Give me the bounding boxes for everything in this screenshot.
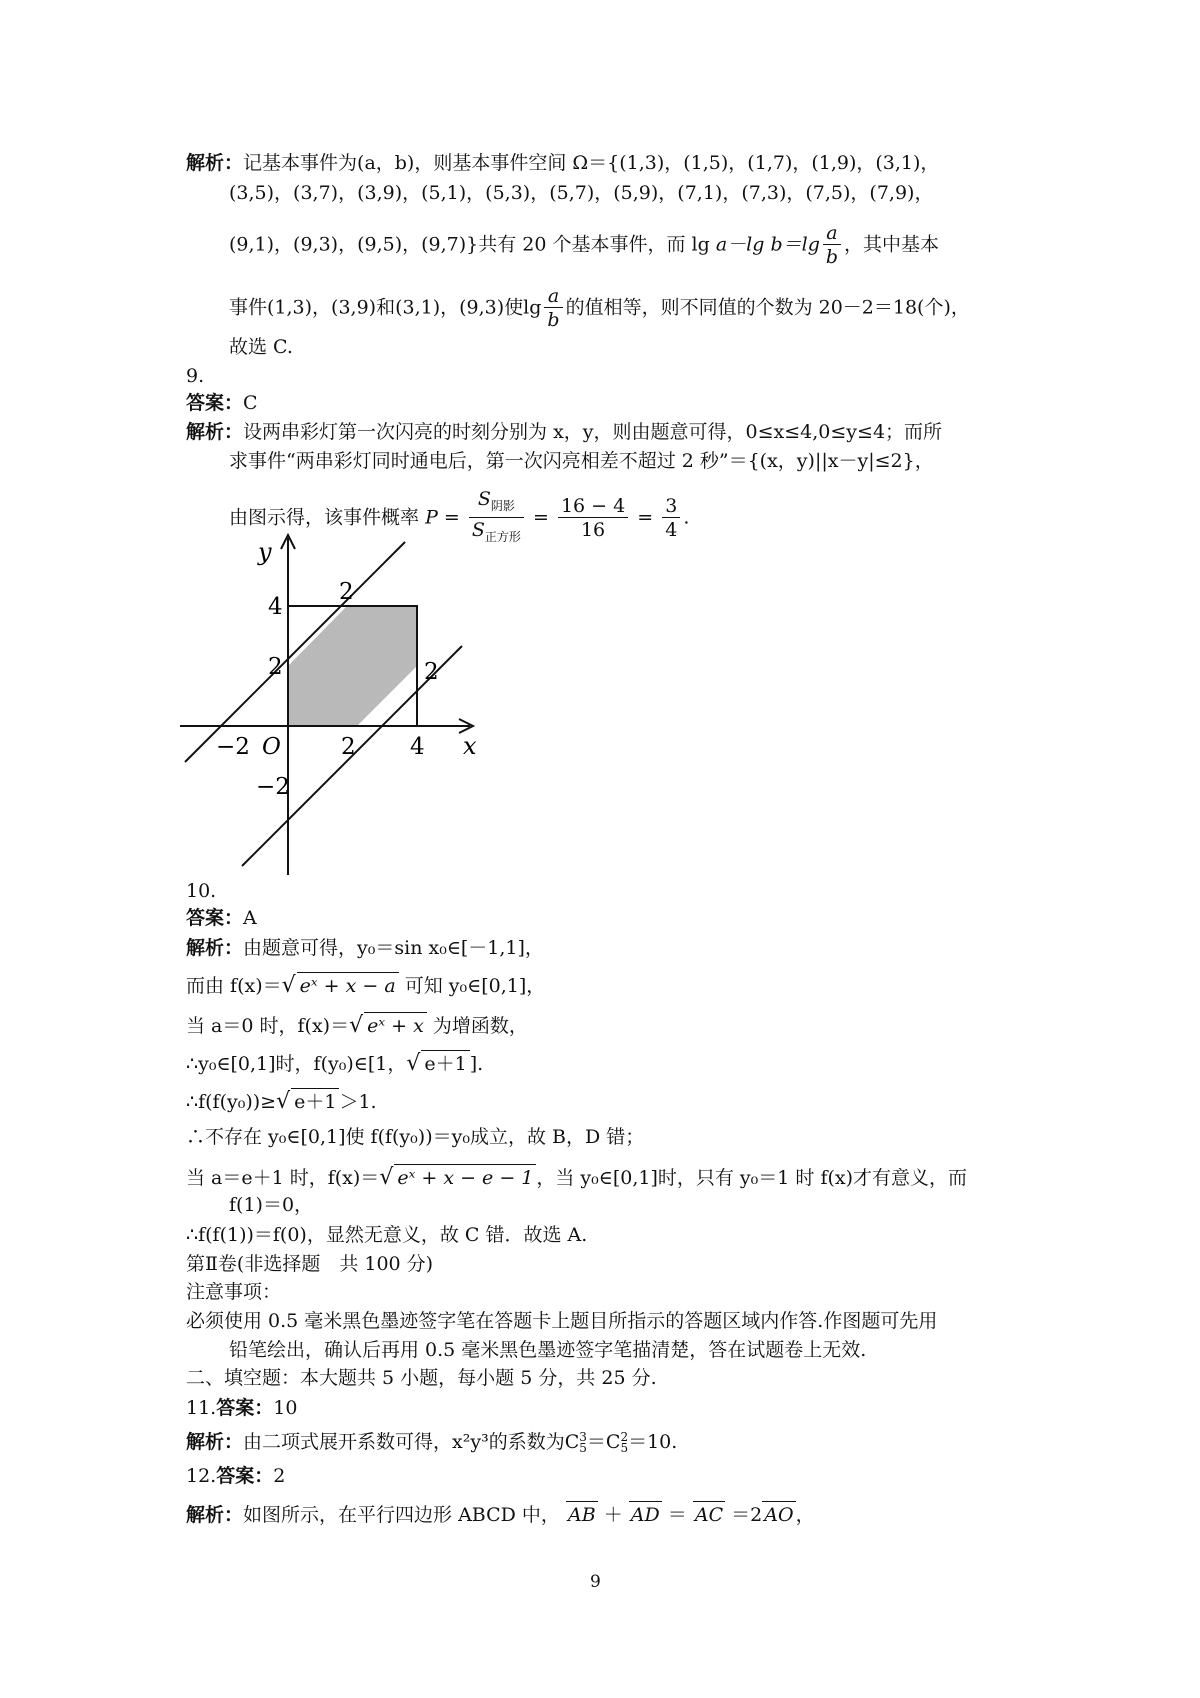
- x-tick-4: 4: [410, 734, 425, 760]
- probability-region-figure: [180, 530, 490, 875]
- fraction-16-4-over-16: $\frac{16 - 4}{16}$: [558, 495, 628, 542]
- q10-answer: 答案：A: [186, 907, 257, 929]
- q9-line-2: 求事件“两串彩灯同时通电后，第一次闪亮相差不超过 2 秒”＝{(x，y)||x－y|≤2}，: [229, 450, 934, 472]
- q10-line-6: ∴不存在 y₀∈[0,1]使 f(f(y₀))＝y₀成立，故 B，D 错；: [186, 1126, 645, 1148]
- q9-number: 9.: [186, 365, 205, 387]
- p8-line-1: 解析：记基本事件为(a，b)，则基本事件空间 Ω＝{(1,3)，(1,5)，(1,7)，(1,9)，(3,1)，: [186, 152, 940, 174]
- x-axis-label: x: [463, 732, 477, 760]
- p8-line-3: (9,1)，(9,3)，(9,5)，(9,7)}共有 20 个基本事件，而 lg a－lg b＝lg $\frac{a}{b}$ ，其中基本: [229, 222, 940, 268]
- probability-fraction: $\frac{S_{阴影}}{S_{正方形}}$: [469, 488, 524, 549]
- q9-line-1: 解析：设两串彩灯第一次闪亮的时刻分别为 x，y，则由题意可得，0≤x≤4,0≤y≤4；而所: [186, 421, 943, 443]
- q12-line-1: 解析：如图所示，在平行四边形 ABCD 中， AB ＋ AD ＝ AC ＝2 AO ，: [186, 1501, 815, 1528]
- q10-line-5: ∴f(f(y₀))≥√ e＋1 ＞1.: [186, 1089, 377, 1114]
- y-tick-4: 4: [268, 594, 283, 620]
- q10-line-3: 当 a＝0 时，f(x)＝√ eˣ + x 为增函数，: [186, 1013, 528, 1038]
- part2-notice-line-2: 铅笔绘出，确认后再用 0.5 毫米黑色墨迹签字笔描清楚，答在试题卷上无效.: [229, 1339, 867, 1361]
- x-tick-minus-2: −2: [216, 734, 250, 760]
- q10-line-1: 解析：由题意可得，y₀＝sin x₀∈[－1,1]，: [186, 937, 544, 959]
- q10-line-9: ∴f(f(1))＝f(0)，显然无意义，故 C 错．故选 A.: [186, 1224, 588, 1246]
- section-heading: 二、填空题：本大题共 5 小题，每小题 5 分，共 25 分.: [186, 1367, 657, 1389]
- p8-line-5: 故选 C.: [229, 336, 293, 358]
- q10-number: 10.: [186, 880, 217, 902]
- page-number: 9: [590, 1572, 601, 1592]
- p8-line-4: 事件(1,3)，(3,9)和(3,1)，(9,3)使lg $\frac{a}{b}$ 的值相等，则不同值的个数为 20－2＝18(个)，: [229, 285, 970, 331]
- vector-ab: AB: [566, 1501, 598, 1528]
- y-axis-label: y: [258, 538, 272, 566]
- vector-ac: AC: [693, 1501, 725, 1528]
- fraction-a-over-b: $\frac{a}{b}$: [823, 222, 841, 269]
- q11-answer: 11.答案：10: [186, 1397, 298, 1419]
- vector-ao: AO: [762, 1501, 795, 1528]
- q9-line-3: 由图示得，该事件概率 P = $\frac{S_{阴影}}{S_{正方形}}$ = $\frac{16 - 4}{16}$ = $\frac{3}{4}$ .: [229, 488, 689, 549]
- q12-answer: 12.答案：2: [186, 1465, 286, 1487]
- jiexi-label: 解析: [186, 152, 225, 174]
- vector-ad: AD: [629, 1501, 662, 1528]
- top-edge-label: 2: [339, 579, 354, 605]
- part2-notice: 注意事项：: [186, 1281, 282, 1303]
- right-edge-label: 2: [424, 659, 439, 685]
- q10-line-7: 当 a＝e＋1 时，f(x)＝√ eˣ + x − e − 1 ，当 y₀∈[0,1]时，只有 y₀＝1 时 f(x)才有意义，而: [186, 1165, 968, 1190]
- q9-answer: 答案：C: [186, 392, 258, 414]
- part2-title: 第Ⅱ卷(非选择题 共 100 分): [186, 1253, 434, 1275]
- q10-line-4: ∴y₀∈[0,1]时，f(y₀)∈[1，√ e＋1 ].: [186, 1051, 484, 1076]
- fraction-a-over-b-2: $\frac{a}{b}$: [544, 285, 562, 332]
- part2-notice-line-1: 必须使用 0.5 毫米黑色墨迹签字笔在答题卡上题目所指示的答题区域内作答.作图题可先用: [186, 1310, 938, 1332]
- q11-line-1: 解析：由二项式展开系数可得，x²y³的系数为C 3 5 ＝C 2 5 ＝10.: [186, 1430, 678, 1455]
- q10-line-8: f(1)＝0，: [229, 1194, 314, 1216]
- y-tick-minus-2: −2: [256, 774, 290, 800]
- shaded-region: [288, 606, 417, 726]
- q10-line-2: 而由 f(x)＝√ eˣ + x − a 可知 y₀∈[0,1]，: [186, 973, 546, 998]
- origin-label: O: [262, 734, 281, 760]
- fraction-3-over-4: $\frac{3}{4}$: [662, 495, 680, 542]
- x-tick-2: 2: [341, 734, 356, 760]
- p8-line-2: (3,5)，(3,7)，(3,9)，(5,1)，(5,3)，(5,7)，(5,9)，(7,1)，(7,3)，(7,5)，(7,9)，: [229, 182, 934, 204]
- y-tick-2: 2: [268, 654, 283, 680]
